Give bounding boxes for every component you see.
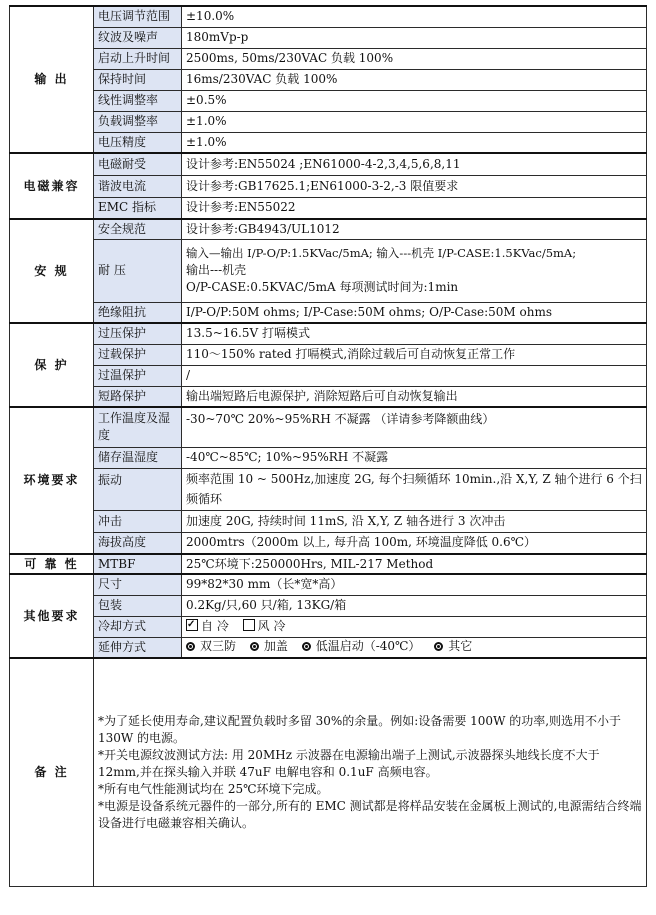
row-value: 0.2Kg/只,60 只/箱, 13KG/箱 xyxy=(182,595,647,616)
option-item[interactable] xyxy=(186,638,236,655)
row-value: 设计参考:EN55022 xyxy=(182,197,647,219)
note-line: *开关电源纹波测试方法: 用 20MHz 示波器在电源输出端子上测试,示波器探头地线长度不大于 12mm,并在探头输入并联 47uF 电解电容和 0.1uF 高频电容。 xyxy=(98,747,600,779)
table-row xyxy=(10,132,647,153)
row-value: 频率范围 10 ~ 500Hz,加速度 2G, 每个扫频循环 10min.,沿 X,Y, Z 轴个进行 6 个扫频循环 xyxy=(182,468,647,510)
table-row xyxy=(10,468,647,510)
row-key: 绝缘阻抗 xyxy=(94,302,182,323)
category-emc: 电磁兼容 xyxy=(10,153,94,219)
row-value: 13.5~16.5V 打嗝模式 xyxy=(182,323,647,344)
row-value: 设计参考:GB4943/UL1012 xyxy=(182,219,647,239)
row-key: 线性调整率 xyxy=(94,90,182,111)
option-item[interactable] xyxy=(302,638,421,655)
table-row xyxy=(10,386,647,407)
table-row xyxy=(10,6,647,27)
option-label: 其它 xyxy=(448,639,473,654)
row-key: 安全规范 xyxy=(94,219,182,239)
row-key: 尺寸 xyxy=(94,574,182,595)
table-row xyxy=(10,90,647,111)
row-value: ±1.0% xyxy=(182,111,647,132)
option-item[interactable] xyxy=(434,638,472,655)
row-key: 谐波电流 xyxy=(94,175,182,197)
row-value: 2000mtrs（2000m 以上, 每升高 100m, 环境温度降低 0.6℃） xyxy=(182,532,647,554)
row-key: 负载调整率 xyxy=(94,111,182,132)
row-key: 振动 xyxy=(94,468,182,510)
row-value: 180mVp-p xyxy=(182,27,647,48)
row-key: EMC 指标 xyxy=(94,197,182,219)
row-key: 电压精度 xyxy=(94,132,182,153)
row-value xyxy=(182,239,647,302)
table-row xyxy=(10,532,647,554)
cooling-options xyxy=(182,616,647,637)
table-row xyxy=(10,637,647,658)
table-row xyxy=(10,302,647,323)
option-item[interactable] xyxy=(250,638,288,655)
table-row xyxy=(10,365,647,386)
category-safety: 安 规 xyxy=(10,219,94,323)
value-line: 输出---机壳 xyxy=(186,263,247,277)
table-row xyxy=(10,658,647,886)
row-key: 短路保护 xyxy=(94,386,182,407)
value-line: O/P-CASE:0.5KVAC/5mA 每项测试时间为:1min xyxy=(186,280,459,294)
row-key: 工作温度及湿度 xyxy=(94,407,182,447)
notes-content xyxy=(94,658,647,886)
option-label: 低温启动（-40℃） xyxy=(315,639,421,654)
table-row xyxy=(10,574,647,595)
category-notes: 备 注 xyxy=(10,658,94,886)
row-key: 冲击 xyxy=(94,510,182,532)
bullet-icon xyxy=(250,642,259,651)
note-line: *为了延长使用寿命,建议配置负载时多留 30%的余量。例如:设备需要 100W 的功率,则选用不小于 130W 的电源。 xyxy=(98,713,622,745)
table-row xyxy=(10,344,647,365)
row-key: 电压调节范围 xyxy=(94,6,182,27)
table-row xyxy=(10,153,647,175)
row-value: 设计参考:GB17625.1;EN61000-3-2,-3 限值要求 xyxy=(182,175,647,197)
checkbox-natural-cooling[interactable] xyxy=(186,619,198,631)
table-row xyxy=(10,323,647,344)
note-line: *所有电气性能测试均在 25℃环境下完成。 xyxy=(98,781,329,796)
row-key: 海拔高度 xyxy=(94,532,182,554)
row-value: -30~70℃ 20%~95%RH 不凝露 （详请参考降额曲线） xyxy=(182,407,647,447)
row-value: -40℃~85℃; 10%~95%RH 不凝露 xyxy=(182,447,647,468)
bullet-icon xyxy=(434,642,443,651)
row-key: 电磁耐受 xyxy=(94,153,182,175)
row-key: 延伸方式 xyxy=(94,637,182,658)
extension-options xyxy=(182,637,647,658)
table-row xyxy=(10,239,647,302)
row-key: 储存温湿度 xyxy=(94,447,182,468)
row-key: 过压保护 xyxy=(94,323,182,344)
table-row xyxy=(10,175,647,197)
bullet-icon xyxy=(186,642,195,651)
category-reliability: 可 靠 性 xyxy=(10,554,94,574)
row-key: 过载保护 xyxy=(94,344,182,365)
row-value: 99*82*30 mm（长*宽*高） xyxy=(182,574,647,595)
row-value: ±1.0% xyxy=(182,132,647,153)
table-row xyxy=(10,616,647,637)
spec-table xyxy=(9,5,647,887)
checkbox-fan-cooling[interactable] xyxy=(243,619,255,631)
option-label: 双三防 xyxy=(200,639,237,654)
row-value: I/P-O/P:50M ohms; I/P-Case:50M ohms; O/P-Case:50M ohms xyxy=(182,302,647,323)
row-key: 启动上升时间 xyxy=(94,48,182,69)
table-row xyxy=(10,554,647,574)
row-key: 纹波及噪声 xyxy=(94,27,182,48)
option-label: 自 冷 xyxy=(201,619,229,633)
table-row xyxy=(10,111,647,132)
table-row xyxy=(10,407,647,447)
row-value: 25℃环境下:250000Hrs, MIL-217 Method xyxy=(182,554,647,574)
row-value: 110～150% rated 打嗝模式,消除过载后可自动恢复正常工作 xyxy=(182,344,647,365)
table-row xyxy=(10,219,647,239)
row-value: 2500ms, 50ms/230VAC 负载 100% xyxy=(182,48,647,69)
category-environment: 环境要求 xyxy=(10,407,94,554)
row-key: 过温保护 xyxy=(94,365,182,386)
bullet-icon xyxy=(302,642,311,651)
row-value: ±10.0% xyxy=(182,6,647,27)
table-row xyxy=(10,510,647,532)
table-row xyxy=(10,197,647,219)
row-key: 冷却方式 xyxy=(94,616,182,637)
table-row xyxy=(10,48,647,69)
option-label: 加盖 xyxy=(263,639,288,654)
value-line: 输入—输出 I/P-O/P:1.5KVac/5mA; 输入---机壳 I/P-CASE:1.5KVac/5mA; xyxy=(186,246,577,260)
row-value: / xyxy=(182,365,647,386)
row-value: 设计参考:EN55024 ;EN61000-4-2,3,4,5,6,8,11 xyxy=(182,153,647,175)
row-value: 输出端短路后电源保护, 消除短路后可自动恢复输出 xyxy=(182,386,647,407)
table-row xyxy=(10,447,647,468)
category-output: 输 出 xyxy=(10,6,94,153)
row-key: 包装 xyxy=(94,595,182,616)
category-protection: 保 护 xyxy=(10,323,94,407)
row-key: 保持时间 xyxy=(94,69,182,90)
row-key: MTBF xyxy=(94,554,182,574)
note-line: *电源是设备系统元器件的一部分,所有的 EMC 测试都是将样品安装在金属板上测试的,电源需结合终端设备进行电磁兼容相关确认。 xyxy=(98,798,642,830)
row-value: 16ms/230VAC 负载 100% xyxy=(182,69,647,90)
row-value: ±0.5% xyxy=(182,90,647,111)
table-row xyxy=(10,69,647,90)
category-other: 其他要求 xyxy=(10,574,94,658)
row-value: 加速度 20G, 持续时间 11mS, 沿 X,Y, Z 轴各进行 3 次冲击 xyxy=(182,510,647,532)
table-row xyxy=(10,27,647,48)
option-label: 风 冷 xyxy=(257,619,286,633)
table-row xyxy=(10,595,647,616)
row-key: 耐 压 xyxy=(94,239,182,302)
